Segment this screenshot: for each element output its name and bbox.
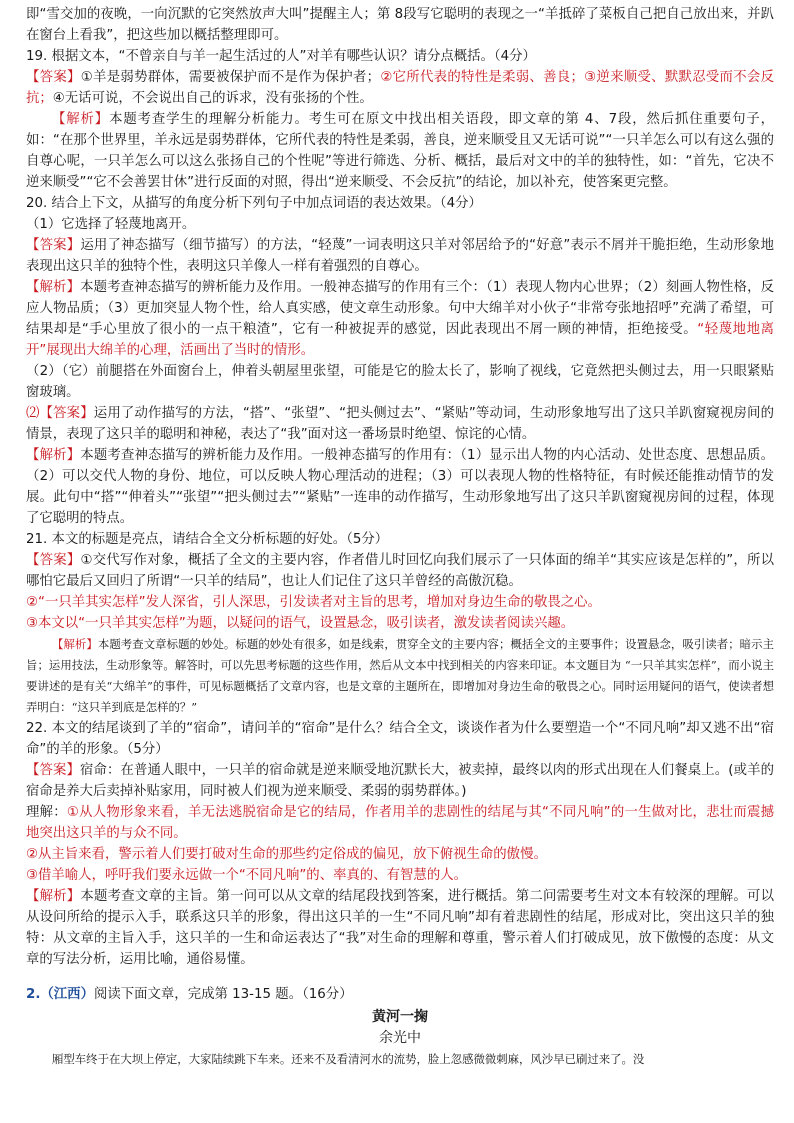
q22-answer xyxy=(26,760,774,802)
q21-point3: ③本文以“一只羊其实怎样”为题，以疑问的语气，设置悬念，吸引读者，激发读者阅读兴趣。 xyxy=(26,616,575,631)
answer-tag: 【答案】 xyxy=(26,70,81,85)
q20-sub1: （1）它选择了轻蔑地离开。 xyxy=(26,217,196,232)
answer-tag: 【答案】 xyxy=(26,238,81,253)
q22-analysis xyxy=(26,886,774,970)
analysis-tag: 【解析】 xyxy=(26,889,81,904)
document-page xyxy=(26,4,774,1070)
article-author: 余光中 xyxy=(379,1030,421,1046)
q22-analysis-text: 本题考查文章的主旨。第一问可以从文章的结尾段找到答案，进行概括。第二问需要考生对文本有较深的理解。可以从设问所给的提示入手，联系这只羊的形象，得出这只羊的一生“不同凡响”却有着悲剧性的结尾，形成对比，突出这只羊的独特：从文章的主旨入手，这只羊的一生和命运表达了“我”对生命的理解和尊重，警示着人们打破成见，放下傲慢的态度：从文章的写法分析，运用比喻，通俗易懂。 xyxy=(26,889,775,967)
question-21: 21. 本文的标题是亮点，请结合全文分析标题的好处。（5分） xyxy=(26,532,389,547)
analysis-tag: 【解析】 xyxy=(52,637,98,651)
q22-understanding-text: ①从人物形象来看，羊无法逃脱宿命是它的结局，作者用羊的悲剧性的结尾与其“不同凡响”的一生做对比，悲壮而震撼地突出这只羊的与众不同。 xyxy=(26,805,774,841)
q21-analysis-text: 本题考查文章标题的妙处。标题的妙处有很多，如是线索，贯穿全文的主要内容；概括全文的主要事件；设置悬念，吸引读者；暗示主旨；运用技法，生动形象等。解答时，可以先思考标题的这些作用，然后从文本中找到相关的内容来印证。本文题目为 “一只羊其实怎样”，而小说主要讲述的是有关“大绵羊”的事件，可见标题概括了文章内容，也是文章的主题所在，即增加对身边生命的敬畏之心。同时运用疑问的语气，使读者想弄明白：“这只羊到底是怎样的？” xyxy=(26,637,774,714)
q20-sub1-analysis-highlight: “轻蔑地地离开”展现出大绵羊的心理，活画出了当时的情形。 xyxy=(26,322,774,358)
q19-answer-part1: ①羊是弱势群体，需要被保护而不是作为保护者； xyxy=(80,70,381,85)
q20-sub1-answer xyxy=(26,235,774,277)
q20-sub2-analysis xyxy=(26,445,774,529)
q21-point2: ②“一只羊其实怎样”发人深省，引人深思，引发读者对主旨的思考，增加对身边生命的敬畏之心。 xyxy=(26,595,601,610)
q21-answer xyxy=(26,550,774,592)
q22-understanding xyxy=(26,802,774,844)
q20-sub1-analysis xyxy=(26,277,774,361)
answer-tag: ⑵【答案】 xyxy=(26,406,94,421)
q19-analysis xyxy=(26,109,774,193)
section-source: （江西） xyxy=(40,987,94,1002)
analysis-tag: 【解析】 xyxy=(26,448,81,463)
q20-sub2-answer-text: 运用了动作描写的方法，“搭”、“张望”、“把头侧过去”、“紧贴”等动词，生动形象地写出了这只羊趴窗窥视房间的情景，表现了这只羊的聪明和神秘，表达了“我”面对这一番场景时绝望、惊诧的心情。 xyxy=(26,406,774,442)
q20-sub2: （2）（它）前腿搭在外面窗台上，伸着头朝屋里张望，可能是它的脸太长了，影响了视线，它竟然把头侧过去，用一只眼紧贴窗玻璃。 xyxy=(26,364,774,400)
q19-answer-part3: ④无话可说，不会说出自己的诉求，没有张扬的个性。 xyxy=(52,91,373,106)
q22-answer-text: 宿命：在普通人眼中，一只羊的宿命就是逆来顺受地沉默长大，被卖掉，最终以肉的形式出现在人们餐桌上。(或羊的宿命是养大后卖掉补贴家用，同时被人们视为逆来顺受、柔弱的弱势群体。) xyxy=(26,763,774,799)
section-instruction: 阅读下面文章，完成第 13-15 题。（16分） xyxy=(93,987,353,1002)
analysis-tag: 【解析】 xyxy=(52,112,110,127)
article-title: 黄河一掬 xyxy=(372,1009,428,1025)
q19-answer-part2: ②它所代表的特性是柔弱、善良；③逆来顺受、默默忍受而不会反抗； xyxy=(26,70,774,106)
q22-understanding-label: 理解： xyxy=(26,805,67,820)
answer-tag: 【答案】 xyxy=(26,553,81,568)
article-first-line: 厢型车终于在大坝上停定，大家陆续跳下车来。还来不及看清河水的流势，脸上忽感微微刺麻，风沙早已刷过来了。没 xyxy=(52,1052,645,1066)
question-20: 20. 结合上下文，从描写的角度分析下列句子中加点词语的表达效果。（4分） xyxy=(26,196,482,211)
q20-sub2-answer xyxy=(26,403,774,445)
answer-tag: 【答案】 xyxy=(26,763,81,778)
section-number: 2. xyxy=(26,987,41,1002)
question-22: 22. 本文的结尾谈到了羊的“宿命”，请问羊的“宿命”是什么？结合全文，谈谈作者为什么要塑造一个“不同凡响”却又逃不出“宿命”的羊的形象。（5分） xyxy=(26,721,774,757)
q20-sub2-analysis-text: 本题考查神态描写的辨析能力及作用。一般神态描写的作用有：（1）显示出人物的内心活动、处世态度、思想品质。（2）可以交代人物的身份、地位，可以反映人物心理活动的进程；（3）可以表现人物的性格特征，有时候还能推动情节的发展。此句中“搭”“伸着头”“张望”“把头侧过去”“紧贴”一连串的动作描写，生动形象地写出了这只羊趴窗窥视房间的过程，体现了它聪明的特点。 xyxy=(26,448,775,526)
q19-answer xyxy=(26,67,774,109)
q22-point2: ②从主旨来看，警示着人们要打破对生命的那些约定俗成的偏见，放下俯视生命的傲慢。 xyxy=(26,847,547,862)
intro-paragraph: 即“雪交加的夜晚，一向沉默的它突然放声大叫”提醒主人；第 8段写它聪明的表现之一“羊抵碎了菜板自己把自己放出来，并趴在窗台上看我”，把这些加以概括整理即可。 xyxy=(26,7,774,43)
question-19: 19. 根据文本，“不曾亲自与羊一起生活过的人”对羊有哪些认识？请分点概括。（4分） xyxy=(26,49,536,64)
q22-point3: ③借羊喻人，呼吁我们要永远做一个“不同凡响”的、率真的、有智慧的人。 xyxy=(26,868,467,883)
q21-analysis xyxy=(26,634,774,718)
q19-analysis-text: 本题考查学生的理解分析能力。考生可在原文中找出相关语段，即文章的第 4、7段，然后抓住重要句子，如：“在那个世界里，羊永远是弱势群体，它所代表的特性是柔弱，善良，逆来顺受且又无话可说”“一只羊怎么可以有这么强的自尊心呢，一只羊怎么可以这么张扬自己的个性呢”等进行筛选、分析、概括，最后对文中的羊的独特性，如：“首先，它决不逆来顺受”“它不会善罢甘休”进行反面的对照，得出“逆来顺受、不会反抗”的结论，加以补充，使答案更完整。 xyxy=(26,112,775,190)
section-2-heading xyxy=(26,984,774,1005)
q20-sub1-analysis-text: 本题考查神态描写的辨析能力及作用。一般神态描写的作用有三个：（1）表现人物内心世界；（2）刻画人物性格，反应人物品质；（3）更加突显人物个性，给人真实感，使文章生动形象。句中大绵羊对小伙子“非常夸张地招呼”充满了希望，可结果却是“手心里放了很小的一点干粮渣”，它有一种被捉弄的感觉，因此表现出不屑一顾的神情，拒绝接受。 xyxy=(26,280,774,337)
analysis-tag: 【解析】 xyxy=(26,280,81,295)
q20-sub1-answer-text: 运用了神态描写（细节描写）的方法，“轻蔑”一词表明这只羊对邻居给予的“好意”表示不屑并干脆拒绝，生动形象地表现出这只羊的独特个性，表明这只羊像人一样有着强烈的自尊心。 xyxy=(26,238,775,274)
q21-answer-text: ①交代写作对象，概括了全文的主要内容，作者借儿时回忆向我们展示了一只体面的绵羊“其实应该是怎样的”，所以哪怕它最后又回归了所谓“一只羊的结局”，也让人们记住了这只羊曾经的高傲沉稳。 xyxy=(26,553,774,589)
